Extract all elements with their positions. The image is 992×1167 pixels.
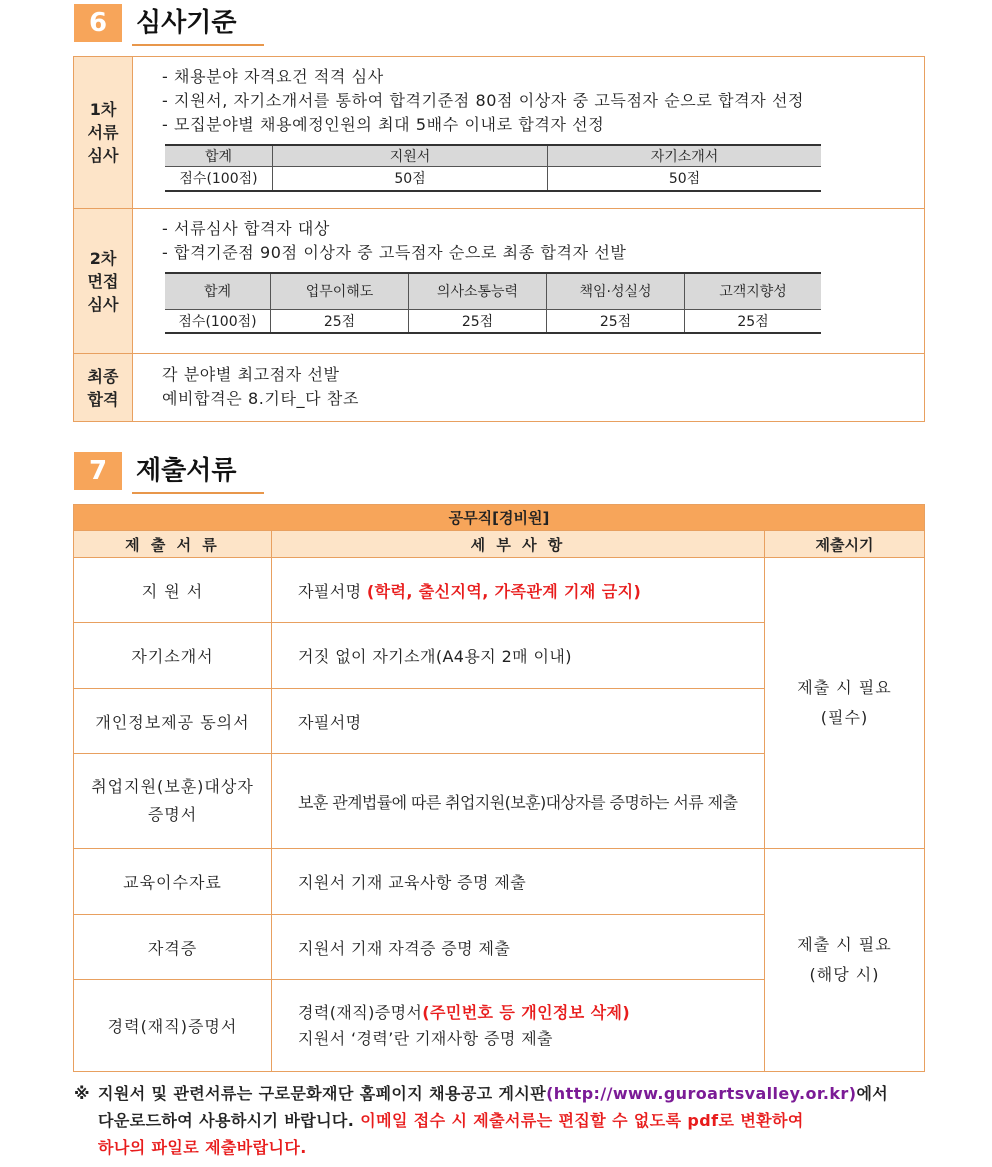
score-header: 합계: [165, 273, 271, 309]
table-row: [74, 849, 925, 915]
score-cell: 25점: [547, 309, 685, 333]
column-header: 제 출 서 류: [74, 531, 272, 558]
detail-warning: (학력, 출신지역, 가족관계 기재 금지): [366, 581, 642, 601]
row-label: [74, 354, 133, 421]
note-warning: 이메일 접수 시 제출서류는 편집할 수 없도록 pdf로 변환하여: [360, 1111, 804, 1130]
detail-line: [298, 1000, 763, 1026]
submission-timing: [765, 849, 925, 1072]
submission-timing: [765, 558, 925, 849]
section-title: 심사기준: [136, 8, 237, 38]
detail-warning: (주민번호 등 개인정보 삭제): [422, 1002, 631, 1022]
timing-line: (해당 시): [809, 965, 880, 984]
section-title: 제출서류: [136, 456, 237, 486]
label-line: 2차: [89, 248, 117, 268]
score-header: 지원서: [273, 145, 548, 167]
score-header: 책임·성실성: [547, 273, 685, 309]
section-underline: [132, 44, 264, 46]
section-underline: [132, 492, 264, 494]
detail-text: 경력(재직)증명서: [298, 1002, 423, 1022]
column-header: 세 부 사 항: [272, 531, 765, 558]
documents-table: [73, 504, 925, 1072]
document-detail: 거짓 없이 자기소개(A4용지 2매 이내): [272, 623, 765, 689]
row-final: [74, 354, 924, 421]
timing-line: 제출 시 필요: [797, 678, 892, 697]
score-header: 고객지향성: [685, 273, 822, 309]
timing-line: 제출 시 필요: [797, 935, 892, 954]
score-cell: 25점: [685, 309, 822, 333]
note-text-part: 지원서 및 관련서류는 구로문화재단 홈페이지 채용공고 게시판: [98, 1084, 547, 1103]
criteria-line: 예비합격은 8.기타_다 참조: [162, 389, 359, 408]
score-cell: 점수(100점): [165, 167, 273, 191]
criteria-line: - 합격기준점 90점 이상자 중 고득점자 순으로 최종 합격자 선발: [162, 243, 627, 262]
score-header: 업무이해도: [271, 273, 409, 309]
section-number: 7: [74, 452, 122, 490]
score-header: 의사소통능력: [409, 273, 547, 309]
row-content: [162, 217, 916, 265]
name-line: 취업지원(보훈)대상자: [91, 777, 254, 796]
row-label: [74, 209, 133, 353]
document-detail: 지원서 기재 교육사항 증명 제출: [272, 849, 765, 915]
score-cell: 25점: [409, 309, 547, 333]
timing-line: (필수): [820, 708, 869, 727]
criteria-line: - 채용분야 자격요건 적격 심사: [162, 67, 384, 86]
row-content: [162, 65, 916, 137]
label-line: 서류: [87, 123, 119, 142]
document-detail: 자필서명: [272, 689, 765, 754]
section-number: 6: [74, 4, 122, 42]
label-line: 최종: [87, 366, 119, 386]
score-table-document: [165, 144, 821, 192]
note-text-part: 에서: [856, 1084, 889, 1103]
column-header: 제출시기: [765, 531, 925, 558]
score-table-interview: [165, 272, 821, 334]
criteria-line: 각 분야별 최고점자 선발: [162, 365, 340, 384]
label-line: 심사: [87, 294, 119, 314]
note-text: [98, 1080, 926, 1161]
row-label: [74, 57, 133, 208]
document-name: 자기소개서: [74, 623, 272, 689]
document-detail: [272, 980, 765, 1072]
document-name: 자격증: [74, 915, 272, 980]
note-mark: ※: [74, 1084, 90, 1103]
label-line: 심사: [87, 146, 119, 165]
detail-line: 지원서 ‘경력’란 기재사항 증명 제출: [298, 1028, 553, 1048]
detail-text: 자필서명: [298, 581, 367, 601]
label-line: 1차: [89, 100, 117, 119]
label-line: 합격: [87, 389, 119, 409]
name-line: 증명서: [147, 805, 198, 824]
document-detail: 보훈 관계법률에 따른 취업지원(보훈)대상자를 증명하는 서류 제출: [272, 754, 765, 849]
submission-note: [74, 1080, 926, 1161]
document-name: 경력(재직)증명서: [74, 980, 272, 1072]
homepage-link[interactable]: (http://www.guroartsvalley.or.kr): [546, 1084, 857, 1103]
criteria-line: - 모집분야별 채용예정인원의 최대 5배수 이내로 합격자 선정: [162, 115, 605, 134]
note-warning: 하나의 파일로 제출바랍니다.: [98, 1138, 307, 1157]
score-cell: 50점: [548, 167, 822, 191]
row-content: [162, 363, 916, 411]
table-row: [74, 558, 925, 623]
document-name: 지 원 서: [74, 558, 272, 623]
label-line: 면접: [87, 271, 119, 291]
score-cell: 50점: [273, 167, 548, 191]
document-detail: [272, 558, 765, 623]
table-caption: 공무직[경비원]: [74, 505, 925, 531]
score-header: 자기소개서: [548, 145, 822, 167]
score-cell: 25점: [271, 309, 409, 333]
document-name: 교육이수자료: [74, 849, 272, 915]
score-cell: 점수(100점): [165, 309, 271, 333]
criteria-line: - 지원서, 자기소개서를 통하여 합격기준점 80점 이상자 중 고득점자 순으로 합격자 선정: [162, 91, 805, 110]
document-name: [74, 754, 272, 849]
row-document-screening: [74, 57, 924, 209]
document-name: 개인정보제공 동의서: [74, 689, 272, 754]
note-text-part: 다운로드하여 사용하시기 바랍니다.: [98, 1111, 361, 1130]
row-interview: [74, 209, 924, 354]
score-header: 합계: [165, 145, 273, 167]
criteria-line: - 서류심사 합격자 대상: [162, 219, 330, 238]
evaluation-criteria-box: [73, 56, 925, 422]
document-detail: 지원서 기재 자격증 증명 제출: [272, 915, 765, 980]
